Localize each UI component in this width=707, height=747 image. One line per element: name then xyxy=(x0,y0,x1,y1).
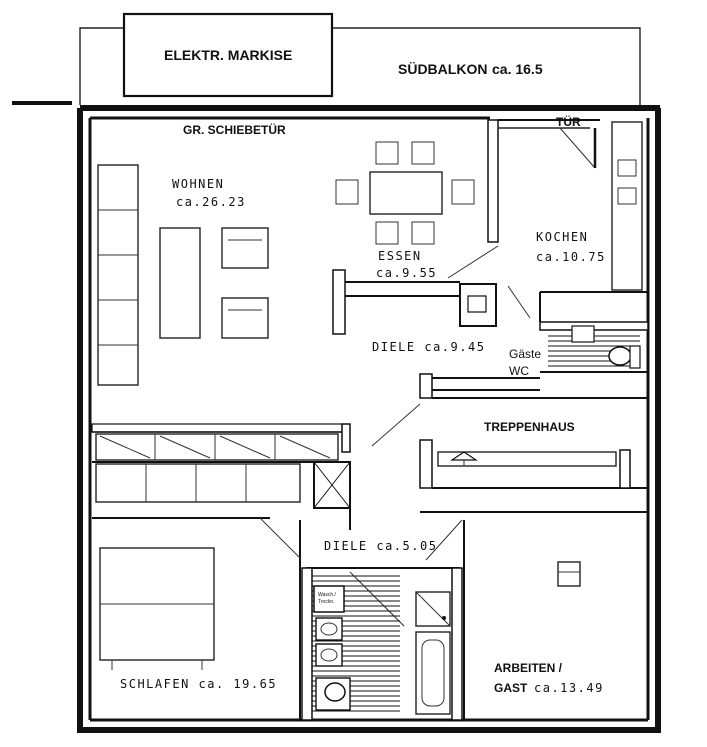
wardrobe xyxy=(96,434,338,502)
label-arbeiten-area: ca.13.49 xyxy=(534,681,604,695)
label-gast: GAST xyxy=(494,681,528,695)
guest-wc xyxy=(548,326,640,368)
bathtub xyxy=(416,632,450,714)
label-wohnen-area: ca.26.23 xyxy=(176,195,246,209)
dining-set xyxy=(336,142,474,244)
label-markise: ELEKTR. MARKISE xyxy=(164,47,293,63)
wc-toilet xyxy=(609,347,631,365)
label-essen-area: ca.9.55 xyxy=(376,266,438,280)
wc-sink xyxy=(572,326,594,342)
label-diele-1: DIELE ca.9.45 xyxy=(372,340,486,354)
vanity-sink-2 xyxy=(316,644,342,666)
stairwell xyxy=(438,452,616,466)
vanity-sink-1 xyxy=(316,618,342,640)
label-trocknen: Trockn. xyxy=(318,599,335,605)
label-treppenhaus: TREPPENHAUS xyxy=(484,420,575,434)
label-balkon: SÜDBALKON xyxy=(398,61,488,77)
label-gaeste: Gäste xyxy=(509,347,542,361)
label-tuer: TÜR xyxy=(556,115,581,129)
label-schiebetuer: GR. SCHIEBETÜR xyxy=(183,123,286,137)
label-kochen-area: ca.10.75 xyxy=(536,250,606,264)
label-diele-2: DIELE ca.5.05 xyxy=(324,539,438,553)
kitchen-counter xyxy=(498,122,642,290)
bed xyxy=(100,548,214,670)
chimney xyxy=(460,284,496,326)
dining-table xyxy=(370,172,442,214)
label-wohnen: WOHNEN xyxy=(172,177,225,191)
label-kochen: KOCHEN xyxy=(536,230,589,244)
label-balkon-area: ca. 16.5 xyxy=(492,61,543,77)
label-arbeiten: ARBEITEN / xyxy=(494,661,563,675)
toilet xyxy=(325,683,345,701)
label-wc: WC xyxy=(509,364,529,378)
room-labels xyxy=(120,47,606,695)
study-furniture xyxy=(558,562,580,586)
label-schlafen: SCHLAFEN ca. 19.65 xyxy=(120,677,278,691)
label-waschen: Wasch./ xyxy=(318,592,336,598)
label-essen: ESSEN xyxy=(378,249,422,263)
